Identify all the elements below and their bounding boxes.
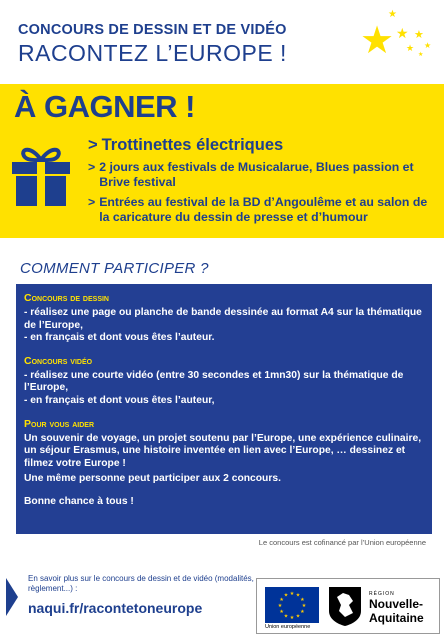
prize-item: > Entrées au festival de la BD d’Angoulême et au salon de la caricature du dessin de presse et d’humour [88,195,438,225]
header-title: RACONTEZ L’EUROPE ! [18,40,287,66]
svg-text:★: ★ [295,592,301,599]
dessin-line: - en français et dont vous êtes l’auteur. [24,332,215,344]
prize-list [88,136,438,230]
eu-flag-icon [265,587,319,623]
svg-text:★: ★ [300,597,305,603]
cofinance-note: Le concours est cofinancé par l’Union européenne [258,538,426,547]
aide-text: Un souvenir de voyage, un projet soutenu par l’Europe, une expérience culinaire, un séjour Erasmus, une histoire inventée en lien avec l’Europe, … dessinez et filmez votre Europe ! [24,432,422,469]
aide-text: Bonne chance à tous ! [24,495,134,507]
region-label: RÉGION [369,591,395,597]
star-icon: ★ [424,41,432,50]
video-line: - réalisez une courte vidéo (entre 30 secondes et 1mn30) sur la thématique de l’Europe, [24,369,404,394]
lion-crest-icon [327,585,363,627]
video-line: - en français et dont vous êtes l’auteur, [24,394,215,406]
aide-text: Une même personne peut participer aux 2 concours. [24,473,281,485]
stars-decoration [358,8,436,72]
chevron-right-icon [6,578,18,616]
star-icon: ★ [396,25,409,41]
video-heading: Concours vidéo [24,354,93,367]
star-icon: ★ [360,20,395,62]
aide-heading: Pour vous aider [24,417,95,430]
svg-text:★: ★ [283,592,289,599]
svg-text:★: ★ [283,613,289,620]
svg-text:★: ★ [289,591,295,597]
prize-item: > Trottinettes électriques [88,136,438,155]
region-name: Aquitaine [369,611,424,625]
svg-text:★: ★ [279,609,284,615]
svg-text:★: ★ [301,603,307,609]
more-info-text: En savoir plus sur le concours de dessin et de vidéo (modalités, règlement...) : [28,574,254,593]
more-info-link[interactable]: naqui.fr/racontetoneurope [28,600,203,616]
prize-item-text: Entrées au festival de la BD d’Angoulême et au salon de la caricature du dessin de presse et d’humour [99,195,428,224]
prize-panel [0,84,444,238]
star-icon: ★ [418,52,424,58]
svg-text:★: ★ [289,615,295,621]
header [0,0,444,78]
eu-label: Union européenne [265,624,311,630]
header-subtitle: CONCOURS DE DESSIN ET DE VIDÉO [18,22,287,38]
prize-item-text: Trottinettes électriques [101,136,284,154]
prize-title: À GAGNER ! [14,89,195,124]
dessin-heading: Concours de dessin [24,292,109,304]
gift-icon [10,142,72,208]
rules-box [16,284,432,534]
star-icon: ★ [414,29,424,41]
dessin-line: - réalisez une page ou planche de bande dessinée au format A4 sur la thématique de l’Europe, [24,307,422,331]
svg-text:★: ★ [295,613,301,620]
svg-text:★: ★ [300,609,305,615]
participate-title: COMMENT PARTICIPER ? [20,260,209,277]
prize-item-text: 2 jours aux festivals de Musicalarue, Blues passion et Brive festival [99,160,414,189]
svg-text:★: ★ [279,597,284,603]
star-icon: ★ [406,43,415,53]
prize-item: > 2 jours aux festivals de Musicalarue, Blues passion et Brive festival [88,160,438,190]
partner-logos [256,578,440,634]
region-name: Nouvelle- [369,597,424,611]
star-icon: ★ [388,9,397,20]
svg-text:★: ★ [277,603,283,609]
